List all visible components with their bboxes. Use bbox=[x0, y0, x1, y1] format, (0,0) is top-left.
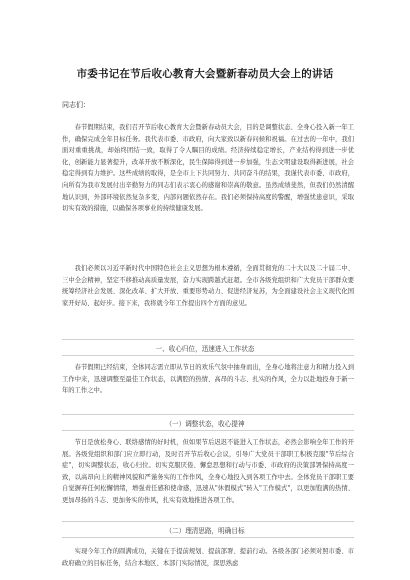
paragraph-guidance: 我们必须以习近平新时代中国特色社会主义思想为根本遵循，全面贯彻党的二十大以及二十届二中、三中全会精神，坚定不移推动高质量发展，奋力实现跨越式赶超。全市各级党组织和广大党员干部群众要统筹经济社会发展、深化改革、扩大开放、重要形势动力、促进经济复苏，为全面建设社会主义现代化国家开好局、起好步。接下来，我将就今年工作提出四个方面的意见。 bbox=[62, 265, 354, 307]
subsection-1-paragraph: 节日是放松身心、联络感情的好时机，但如果节后迟迟不能进入工作状态，必然会影响全年工作的开展。各级党组织和部门应立即行动，及时召开节后收心会议，引导广大党员干部职工积极克服"节后综合症"，切实调整状态，收心归位。切实克服厌倦、懈怠思想和行动与市委、市政府的决策部署保持高度一致，以高昂向上的精神风貌和严谨务实的工作作风，全身心地投入到各项工作中去。全体党员干部职工要自觉摒弃任何松懈情绪，增强责任感和使命感，迅速从"休假模式"转入"工作模式"，以更加饱满的热情、更加昂扬的斗志、更加务实的作风，扎实有效地推进各项工作。 bbox=[62, 439, 354, 504]
subsection-2-heading: （二）理清思路，明确目标 bbox=[165, 527, 245, 535]
subsection-2-divider-bottom bbox=[62, 537, 354, 538]
subsection-1-heading: （一）调整状态，收心提神 bbox=[165, 420, 245, 428]
section-heading: 一、收心归位，迅速进入工作状态 bbox=[155, 345, 255, 353]
subsection-2-paragraph: 实现今年工作的圆满成功，关键在于提前规划、提前部署、提前行动。各级各部门必须对照市委、市政府确立的目标任务，结合本地区、本部门实际情况，深思熟虑 bbox=[62, 548, 354, 567]
subsection-1-divider-bottom bbox=[62, 430, 354, 431]
document-title: 市委书记在节后收心教育大会暨新春动员大会上的讲话 bbox=[76, 68, 334, 80]
subsection-2-divider-top bbox=[62, 521, 354, 522]
section-divider-top bbox=[62, 339, 354, 340]
salutation: 同志们： bbox=[62, 101, 90, 109]
paragraph-intro: 春节假期结束，我们召开节后收心教育大会暨新春动员大会，目的是调整状态、全身心投入新一年工作，确保完成全年目标任务。我代表市委、市政府，向大家致以新春问候和祝福。在过去的一年中，我们面对重重挑战，却始终团结一致，取得了令人瞩目的成绩。经济持续稳定增长，产业结构得到进一步优化，创新能力显著提升，改革开放不断深化，民生保障得到进一步加强，生态文明建设取得新进展，社会稳定得到有力维护。这些成绩的取得，是全市上下共同努力、共同奋斗的结果，我谨代表市委、市政府，向所有为我市发展付出辛勤努力的同志们表示衷心的感谢和崇高的敬意。虽然成绩斐然，但我们仍然清醒地认识到，外部环境依然复杂多变，内部问题依然存在。我们必须保持高度的警醒，增强忧患意识，采取切实有效的措施，以确保各项事业的持续健康发展。 bbox=[62, 124, 354, 213]
subsection-1-divider-top bbox=[62, 414, 354, 415]
section-divider-bottom bbox=[62, 355, 354, 356]
section-paragraph: 春节假期已经结束，全体同志需立即从节日的欢乐气氛中抽身而出，全身心地将注意力和精力投入到工作中来，迅速调整至最佳工作状态，以满腔的热情、高昂的斗志、扎实的作风，全力以赴地投身于新一年的工作之中。 bbox=[62, 364, 354, 395]
